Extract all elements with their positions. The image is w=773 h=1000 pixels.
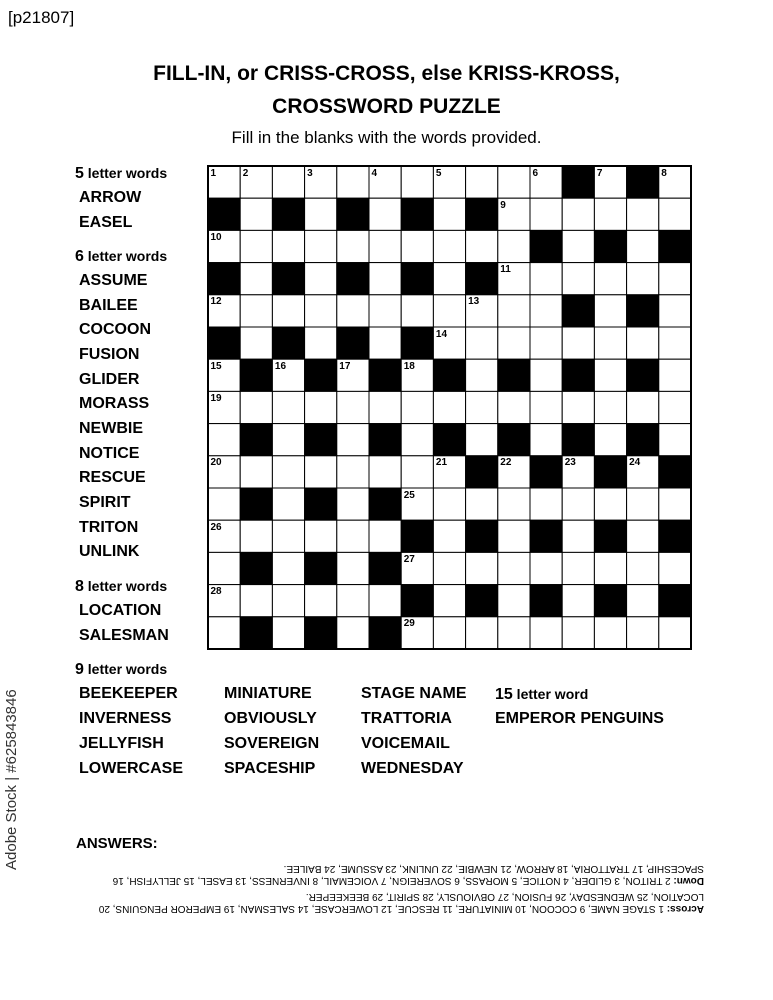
grid-cell[interactable] <box>369 456 401 488</box>
grid-block <box>401 198 433 230</box>
grid-cell[interactable] <box>627 520 659 552</box>
grid-cell[interactable] <box>627 263 659 295</box>
grid-cell[interactable] <box>433 520 465 552</box>
grid-block <box>208 198 240 230</box>
grid-block <box>659 456 691 488</box>
grid-cell[interactable] <box>272 424 304 456</box>
word-item: UNLINK <box>79 543 140 560</box>
word-item: EMPEROR PENGUINS <box>495 710 664 727</box>
instructions: Fill in the blanks with the words provided. <box>231 128 542 147</box>
clue-number: 24 <box>629 457 641 469</box>
page-title-line-2: CROSSWORD PUZZLE <box>272 95 501 118</box>
grid-cell[interactable] <box>240 456 272 488</box>
grid-cell[interactable] <box>240 263 272 295</box>
word-item: RESCUE <box>79 469 146 486</box>
grid-cell[interactable] <box>466 488 498 520</box>
grid-block <box>433 359 465 391</box>
word-item: INVERNESS <box>79 710 172 727</box>
word-group-heading: 5 letter words <box>75 165 168 182</box>
grid-cell[interactable] <box>594 295 626 327</box>
grid-cell[interactable] <box>305 391 337 423</box>
grid-cell[interactable] <box>594 552 626 584</box>
grid-block <box>208 263 240 295</box>
grid-block <box>594 520 626 552</box>
grid-block <box>240 617 272 649</box>
clue-number: 17 <box>339 360 351 372</box>
word-item: ASSUME <box>79 272 148 289</box>
grid-cell[interactable] <box>369 585 401 617</box>
grid-cell[interactable] <box>240 198 272 230</box>
word-item: SOVEREIGN <box>224 735 320 752</box>
grid-cell[interactable] <box>433 295 465 327</box>
grid-block <box>498 424 530 456</box>
grid-cell[interactable] <box>659 198 691 230</box>
grid-cell[interactable] <box>337 295 369 327</box>
grid-cell[interactable] <box>433 230 465 262</box>
grid-block <box>369 617 401 649</box>
grid-cell[interactable] <box>498 391 530 423</box>
grid-cell[interactable] <box>208 488 240 520</box>
grid-block <box>466 585 498 617</box>
clue-number: 12 <box>210 296 222 308</box>
word-item: NEWBIE <box>79 420 143 437</box>
grid-cell[interactable] <box>369 198 401 230</box>
grid-cell[interactable] <box>305 327 337 359</box>
grid-cell[interactable] <box>305 295 337 327</box>
grid-cell[interactable] <box>562 520 594 552</box>
grid-cell[interactable] <box>562 198 594 230</box>
grid-cell[interactable] <box>627 391 659 423</box>
grid-cell[interactable] <box>562 391 594 423</box>
clue-number: 16 <box>274 360 287 372</box>
word-group-heading: 15 letter word <box>495 686 589 703</box>
clue-number: 4 <box>371 167 378 179</box>
grid-cell[interactable] <box>272 166 304 198</box>
grid-block <box>627 166 659 198</box>
grid-block <box>272 263 304 295</box>
grid-block <box>369 359 401 391</box>
grid-cell[interactable] <box>337 424 369 456</box>
word-item: MORASS <box>79 395 150 412</box>
grid-cells <box>207 165 692 650</box>
clue-number: 26 <box>210 521 222 533</box>
grid-cell[interactable] <box>659 617 691 649</box>
grid-cell[interactable] <box>530 617 562 649</box>
grid-cell[interactable] <box>433 552 465 584</box>
grid-cell[interactable] <box>594 327 626 359</box>
grid-cell[interactable] <box>272 617 304 649</box>
grid-block <box>305 359 337 391</box>
word-item: TRATTORIA <box>361 710 452 727</box>
grid-cell[interactable] <box>659 295 691 327</box>
word-item: SPACESHIP <box>224 760 316 777</box>
grid-cell[interactable] <box>627 552 659 584</box>
grid-block <box>337 198 369 230</box>
grid-cell[interactable] <box>305 520 337 552</box>
grid-cell[interactable] <box>466 391 498 423</box>
grid-cell[interactable] <box>530 327 562 359</box>
grid-block <box>433 424 465 456</box>
grid-block <box>594 230 626 262</box>
grid-block <box>627 424 659 456</box>
grid-cell[interactable] <box>272 585 304 617</box>
grid-cell[interactable] <box>305 456 337 488</box>
grid-cell[interactable] <box>498 488 530 520</box>
grid-cell[interactable] <box>305 198 337 230</box>
grid-cell[interactable] <box>594 617 626 649</box>
word-item: COCOON <box>79 321 151 338</box>
grid-block <box>401 327 433 359</box>
clue-number: 2 <box>242 167 249 179</box>
grid-cell[interactable] <box>627 198 659 230</box>
grid-cell[interactable] <box>466 617 498 649</box>
answers-across: Across: 1 STAGE NAME, 9 COCOON, 10 MINIATURE, 11 RESCUE, 12 LOWERCASE, 14 SALESMAN, 19 EMPEROR PENGUINS, 20 LOCATION, 25 WEDNESDAY, 26 FUSION, 27 OBVIOUSLY, 28 SPIRIT, 29 BEEKEEPER. <box>98 891 704 914</box>
grid-cell[interactable] <box>433 263 465 295</box>
grid-cell[interactable] <box>272 552 304 584</box>
grid-cell[interactable] <box>369 263 401 295</box>
grid-cell[interactable] <box>530 359 562 391</box>
grid-cell[interactable] <box>369 391 401 423</box>
grid-cell[interactable] <box>337 488 369 520</box>
clue-number: 7 <box>596 167 603 179</box>
grid-cell[interactable] <box>337 520 369 552</box>
clue-number: 14 <box>435 328 448 340</box>
word-item: TRITON <box>79 519 139 536</box>
grid-block <box>272 198 304 230</box>
grid-cell[interactable] <box>659 327 691 359</box>
grid-block <box>337 263 369 295</box>
grid-cell[interactable] <box>433 391 465 423</box>
grid-cell[interactable] <box>659 359 691 391</box>
grid-block <box>369 424 401 456</box>
word-group-heading: 6 letter words <box>75 248 168 265</box>
word-item: EASEL <box>79 214 133 231</box>
grid-cell[interactable] <box>562 230 594 262</box>
grid-block <box>530 230 562 262</box>
grid-cell[interactable] <box>530 552 562 584</box>
grid-cell[interactable] <box>240 230 272 262</box>
word-item: VOICEMAIL <box>361 735 450 752</box>
grid-block <box>530 585 562 617</box>
word-item: MINIATURE <box>224 685 312 702</box>
grid-cell[interactable] <box>627 585 659 617</box>
grid-cell[interactable] <box>401 456 433 488</box>
grid-cell[interactable] <box>272 488 304 520</box>
crossword-grid <box>207 165 692 650</box>
grid-cell[interactable] <box>401 166 433 198</box>
grid-cell[interactable] <box>208 424 240 456</box>
grid-block <box>498 359 530 391</box>
grid-cell[interactable] <box>594 359 626 391</box>
grid-cell[interactable] <box>498 166 530 198</box>
grid-cell[interactable] <box>466 230 498 262</box>
word-item: ARROW <box>79 189 142 206</box>
grid-cell[interactable] <box>305 263 337 295</box>
clue-number: 10 <box>210 231 222 243</box>
grid-block <box>594 585 626 617</box>
grid-cell[interactable] <box>305 230 337 262</box>
clue-number: 29 <box>403 618 415 630</box>
grid-cell[interactable] <box>627 617 659 649</box>
grid-block <box>272 327 304 359</box>
word-item: OBVIOUSLY <box>224 710 317 727</box>
grid-cell[interactable] <box>562 585 594 617</box>
word-item: FUSION <box>79 346 140 363</box>
grid-cell[interactable] <box>659 488 691 520</box>
answers-heading: ANSWERS: <box>76 835 158 852</box>
grid-cell[interactable] <box>337 391 369 423</box>
grid-cell[interactable] <box>498 552 530 584</box>
grid-cell[interactable] <box>594 424 626 456</box>
clue-number: 27 <box>403 553 415 565</box>
grid-cell[interactable] <box>627 230 659 262</box>
grid-cell[interactable] <box>208 617 240 649</box>
grid-cell[interactable] <box>594 198 626 230</box>
grid-cell[interactable] <box>337 552 369 584</box>
grid-cell[interactable] <box>433 617 465 649</box>
grid-cell[interactable] <box>240 520 272 552</box>
grid-cell[interactable] <box>369 295 401 327</box>
grid-cell[interactable] <box>401 424 433 456</box>
grid-cell[interactable] <box>337 456 369 488</box>
clue-number: 19 <box>210 392 222 404</box>
answers-text-upside-down <box>96 858 704 914</box>
grid-cell[interactable] <box>466 327 498 359</box>
clue-number: 11 <box>500 264 511 276</box>
grid-block <box>401 585 433 617</box>
grid-block <box>305 552 337 584</box>
grid-cell[interactable] <box>240 585 272 617</box>
grid-block <box>401 263 433 295</box>
word-group-heading: 8 letter words <box>75 578 168 595</box>
grid-block <box>562 295 594 327</box>
grid-cell[interactable] <box>337 617 369 649</box>
grid-cell[interactable] <box>530 391 562 423</box>
grid-cell[interactable] <box>530 295 562 327</box>
grid-cell[interactable] <box>594 391 626 423</box>
grid-cell[interactable] <box>466 552 498 584</box>
grid-cell[interactable] <box>498 230 530 262</box>
grid-block <box>240 359 272 391</box>
clue-number: 18 <box>403 360 415 372</box>
grid-cell[interactable] <box>627 327 659 359</box>
grid-block <box>240 424 272 456</box>
grid-cell[interactable] <box>369 327 401 359</box>
word-item: WEDNESDAY <box>361 760 464 777</box>
grid-cell[interactable] <box>337 166 369 198</box>
grid-cell[interactable] <box>498 617 530 649</box>
grid-block <box>562 166 594 198</box>
clue-number: 25 <box>403 489 415 501</box>
grid-cell[interactable] <box>498 295 530 327</box>
grid-block <box>305 488 337 520</box>
grid-cell[interactable] <box>240 327 272 359</box>
grid-cell[interactable] <box>466 424 498 456</box>
grid-block <box>240 552 272 584</box>
grid-block <box>369 488 401 520</box>
grid-cell[interactable] <box>369 520 401 552</box>
grid-cell[interactable] <box>530 488 562 520</box>
clue-number: 28 <box>210 586 222 598</box>
grid-block <box>466 198 498 230</box>
clue-number: 13 <box>468 296 480 308</box>
grid-block <box>240 488 272 520</box>
grid-block <box>562 424 594 456</box>
grid-cell[interactable] <box>337 230 369 262</box>
grid-block <box>466 520 498 552</box>
clue-number: 9 <box>500 199 506 211</box>
grid-cell[interactable] <box>594 488 626 520</box>
grid-cell[interactable] <box>433 585 465 617</box>
grid-block <box>562 359 594 391</box>
grid-block <box>305 617 337 649</box>
grid-cell[interactable] <box>562 617 594 649</box>
clue-number: 1 <box>210 167 217 179</box>
grid-block <box>369 552 401 584</box>
grid-block <box>659 585 691 617</box>
grid-block <box>530 456 562 488</box>
grid-cell[interactable] <box>208 552 240 584</box>
grid-cell[interactable] <box>401 230 433 262</box>
grid-cell[interactable] <box>562 488 594 520</box>
grid-block <box>594 456 626 488</box>
grid-block <box>659 520 691 552</box>
grid-cell[interactable] <box>433 488 465 520</box>
clue-number: 3 <box>307 167 313 179</box>
grid-cell[interactable] <box>562 552 594 584</box>
word-item: SALESMAN <box>79 627 169 644</box>
grid-cell[interactable] <box>530 424 562 456</box>
clue-number: 20 <box>210 457 222 469</box>
word-item: LOWERCASE <box>79 760 183 777</box>
grid-block <box>530 520 562 552</box>
grid-cell[interactable] <box>272 230 304 262</box>
clue-number: 6 <box>532 167 539 179</box>
grid-cell[interactable] <box>401 391 433 423</box>
word-item: STAGE NAME <box>361 685 467 702</box>
grid-cell[interactable] <box>562 263 594 295</box>
grid-block <box>627 359 659 391</box>
grid-cell[interactable] <box>240 295 272 327</box>
grid-block <box>627 295 659 327</box>
grid-block <box>305 424 337 456</box>
grid-block <box>337 327 369 359</box>
grid-cell[interactable] <box>498 520 530 552</box>
grid-cell[interactable] <box>337 585 369 617</box>
grid-cell[interactable] <box>498 585 530 617</box>
grid-cell[interactable] <box>530 198 562 230</box>
clue-number: 5 <box>435 167 442 179</box>
grid-cell[interactable] <box>627 488 659 520</box>
grid-cell[interactable] <box>659 263 691 295</box>
clue-number: 15 <box>210 360 222 372</box>
clue-number: 8 <box>661 167 667 179</box>
word-item: SPIRIT <box>79 494 131 511</box>
grid-cell[interactable] <box>659 391 691 423</box>
grid-cell[interactable] <box>594 263 626 295</box>
grid-cell[interactable] <box>272 391 304 423</box>
grid-block <box>466 456 498 488</box>
word-group-heading: 9 letter words <box>75 661 168 678</box>
answers-down: Down: 2 TRITON, 3 GLIDER, 4 NOTICE, 5 MORASS, 6 SOVEREIGN, 7 VOICEMAIL, 8 INVERNESS, 13 EASEL, 15 JELLYFISH, 16 SPACESHIP, 17 TRATTORIA, 18 ARROW, 21 NEWBIE, 22 UNLINK, 23 ASSUME, 24 BAILEE. <box>112 863 704 886</box>
grid-cell[interactable] <box>272 295 304 327</box>
page-title: FILL-IN, or CRISS-CROSS, else KRISS-KROSS, <box>153 62 620 85</box>
word-item: BAILEE <box>79 297 138 314</box>
word-item: NOTICE <box>79 445 140 462</box>
grid-cell[interactable] <box>659 552 691 584</box>
grid-cell[interactable] <box>659 424 691 456</box>
grid-cell[interactable] <box>272 520 304 552</box>
stock-image-id: Adobe Stock | #625843846 <box>3 689 20 870</box>
grid-cell[interactable] <box>305 585 337 617</box>
grid-cell[interactable] <box>530 263 562 295</box>
word-item: BEEKEEPER <box>79 685 178 702</box>
grid-cell[interactable] <box>498 327 530 359</box>
grid-block <box>659 230 691 262</box>
word-item: GLIDER <box>79 371 140 388</box>
word-item: LOCATION <box>79 602 162 619</box>
grid-cell[interactable] <box>272 456 304 488</box>
grid-block <box>208 327 240 359</box>
grid-cell[interactable] <box>562 327 594 359</box>
page-reference: [p21807] <box>8 8 75 27</box>
grid-cell[interactable] <box>466 359 498 391</box>
clue-number: 21 <box>435 457 448 469</box>
grid-cell[interactable] <box>466 166 498 198</box>
clue-number: 23 <box>564 457 576 469</box>
grid-cell[interactable] <box>433 198 465 230</box>
word-item: JELLYFISH <box>79 735 164 752</box>
clue-number: 22 <box>500 457 512 469</box>
grid-cell[interactable] <box>369 230 401 262</box>
grid-cell[interactable] <box>401 295 433 327</box>
grid-cell[interactable] <box>240 391 272 423</box>
grid-block <box>466 263 498 295</box>
grid-block <box>401 520 433 552</box>
